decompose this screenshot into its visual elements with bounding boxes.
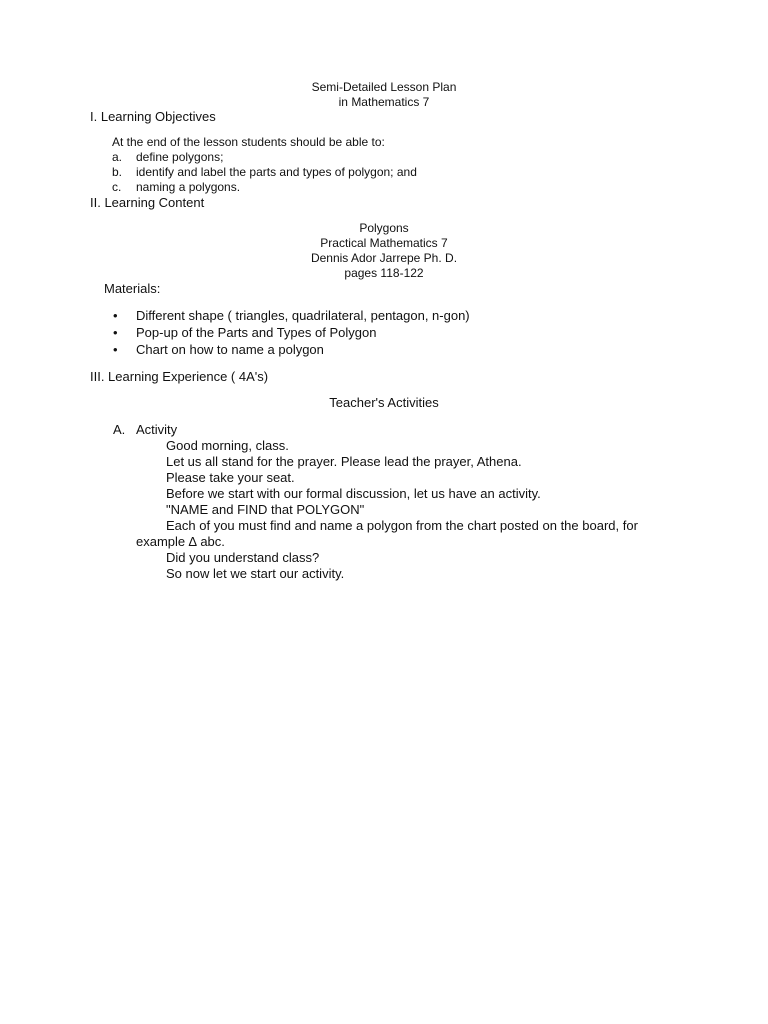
material-item: Pop-up of the Parts and Types of Polygon bbox=[136, 325, 377, 340]
list-marker: b. bbox=[112, 165, 123, 179]
activity-line: So now let we start our activity. bbox=[166, 566, 345, 581]
activity-line: "NAME and FIND that POLYGON" bbox=[166, 502, 365, 517]
materials-label: Materials: bbox=[104, 281, 161, 296]
section-heading-objectives: I. Learning Objectives bbox=[90, 109, 216, 124]
material-item: Chart on how to name a polygon bbox=[136, 342, 324, 357]
objective-item: identify and label the parts and types of polygon; and bbox=[136, 165, 417, 179]
objective-item: define polygons; bbox=[136, 150, 224, 164]
material-item: Different shape ( triangles, quadrilateral, pentagon, n-gon) bbox=[136, 308, 470, 323]
activity-line: example ∆ abc. bbox=[136, 534, 225, 549]
activity-line: Good morning, class. bbox=[166, 438, 289, 453]
activity-line: Before we start with our formal discussion, let us have an activity. bbox=[166, 486, 541, 501]
objectives-intro: At the end of the lesson students should be able to: bbox=[112, 135, 385, 149]
content-topic: Polygons bbox=[359, 221, 409, 235]
list-marker: c. bbox=[112, 180, 122, 194]
activity-line: Please take your seat. bbox=[166, 470, 295, 485]
objective-item: naming a polygons. bbox=[136, 180, 241, 194]
bullet-icon: • bbox=[113, 308, 118, 323]
document-title: Semi-Detailed Lesson Plan bbox=[311, 80, 457, 94]
list-marker: a. bbox=[112, 150, 123, 164]
content-author: Dennis Ador Jarrepe Ph. D. bbox=[310, 251, 458, 265]
bullet-icon: • bbox=[113, 325, 118, 340]
content-pages: pages 118-122 bbox=[344, 266, 424, 280]
activity-line: Let us all stand for the prayer. Please lead the prayer, Athena. bbox=[166, 454, 522, 469]
document-subtitle: in Mathematics 7 bbox=[338, 95, 430, 109]
teacher-activities-heading: Teacher's Activities bbox=[329, 395, 439, 410]
activity-line: Each of you must find and name a polygon from the chart posted on the board, for bbox=[166, 518, 638, 533]
section-heading-content: II. Learning Content bbox=[90, 195, 205, 210]
activity-title: Activity bbox=[136, 422, 178, 437]
activity-line: Did you understand class? bbox=[166, 550, 320, 565]
bullet-icon: • bbox=[113, 342, 118, 357]
list-marker: A. bbox=[113, 422, 126, 437]
content-book-title: Practical Mathematics 7 bbox=[320, 236, 448, 250]
section-heading-experience: III. Learning Experience ( 4A's) bbox=[90, 369, 269, 384]
